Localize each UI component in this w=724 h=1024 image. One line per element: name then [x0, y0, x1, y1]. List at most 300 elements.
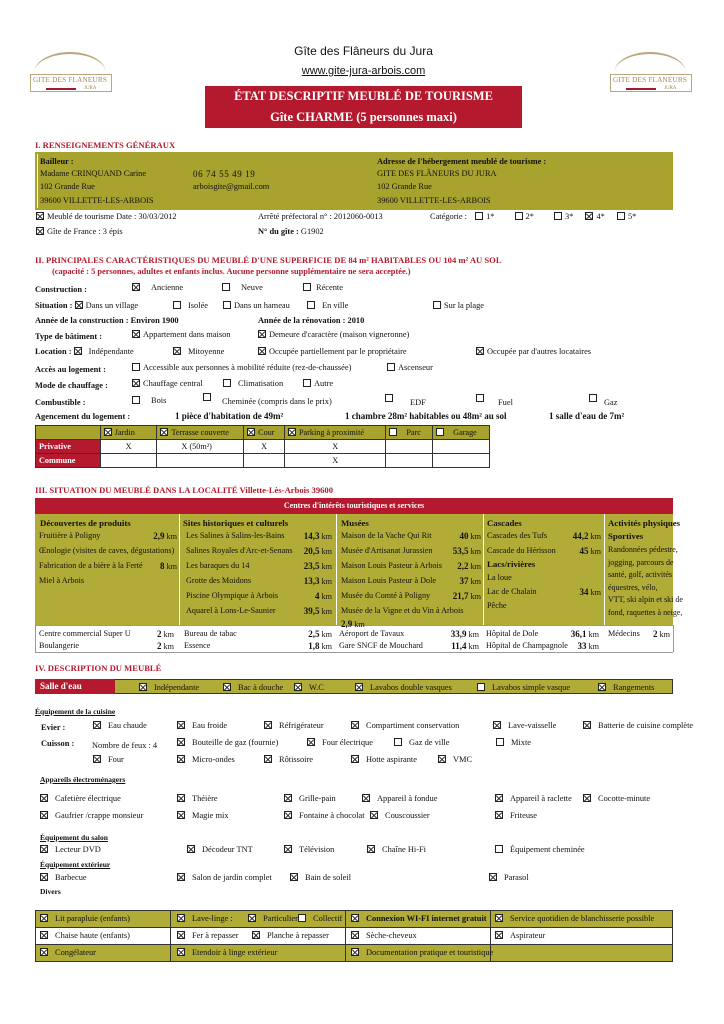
elec-a3-checkbox[interactable] [284, 794, 292, 802]
divers-blanchisserie-checkbox[interactable] [495, 914, 503, 922]
type-demeure-checkbox[interactable] [258, 330, 266, 338]
meuble-checkbox[interactable] [36, 212, 44, 220]
cuisine-b2-checkbox[interactable] [307, 738, 315, 746]
divers-documentation-checkbox[interactable] [351, 948, 359, 956]
chauffage-autre-label: Autre [314, 379, 334, 388]
cuisine-c3-option [264, 755, 313, 764]
cuisine-c5-label: VMC [453, 755, 473, 764]
agencement-2: 1 chambre 28m² habitables ou 48m² au sol [345, 411, 507, 421]
salon-5-option [495, 845, 585, 854]
item-name: Les Salines à Salins-les-Bains [186, 531, 285, 540]
combustible-label: Combustible : [35, 398, 86, 407]
cuisine-a4-checkbox[interactable] [351, 721, 359, 729]
salle-3-option [294, 683, 324, 692]
salle-3-checkbox[interactable] [294, 683, 302, 691]
list-item [186, 591, 332, 600]
service-item [39, 641, 174, 650]
no-gite [258, 227, 324, 236]
site-url[interactable]: www.gite-jura-arbois.com [301, 65, 426, 77]
cuisine-a2-checkbox[interactable] [177, 721, 185, 729]
service-name: Essence [184, 641, 211, 650]
service-distance: 2 km [156, 641, 174, 651]
item-distance: 39,5 km [303, 606, 332, 616]
col-cascades-title: Cascades [487, 518, 522, 528]
salle-6-checkbox[interactable] [598, 683, 606, 691]
cat-2-label: 2* [525, 212, 534, 221]
owner-email: arboisgite@gmail.com [193, 182, 270, 191]
elec-b1-checkbox[interactable] [40, 811, 48, 819]
cuisine-a5-label: Lave-vaisselle [508, 721, 557, 730]
salle-1-checkbox[interactable] [139, 683, 147, 691]
item-distance: 53,5 km [452, 546, 481, 556]
col-musees-title: Musées [341, 518, 369, 528]
activity-line: Randonnées pédestre, [608, 545, 678, 554]
combustible-gaz-checkbox[interactable] [589, 394, 597, 402]
salle-3-label: W.C [309, 683, 324, 692]
cuisine-b4-label: Mixte [511, 738, 532, 747]
combustible-edf-checkbox[interactable] [385, 394, 393, 402]
owner-name: Madame CRINQUAND Carine [40, 169, 147, 178]
situation-ville-label: En ville [322, 301, 349, 310]
list-item [487, 573, 601, 582]
divers-wifi-option [351, 914, 487, 923]
acces-ascenseur-label: Ascenseur [398, 363, 433, 372]
situation-ville-checkbox[interactable] [307, 301, 315, 309]
cuisine-title: Équipement de la cuisine [35, 707, 116, 716]
combustible-fuel-label: Fuel [498, 398, 513, 407]
divers-seche-option [351, 931, 417, 940]
salle-eau-label: Salle d'eau [35, 679, 115, 694]
service-name: Hôpital de Dole [486, 629, 539, 638]
item-distance: 13,3 km [303, 576, 332, 586]
activity-line: fond, raquettes à neige, [608, 607, 683, 617]
combustible-gaz-label: Gaz [604, 398, 618, 407]
item-name: Musée d'Artisanat Jurassien [341, 546, 433, 555]
cuisine-a6-label: Batterie de cuisine complète [598, 721, 694, 730]
item-distance: 8 km [159, 561, 177, 571]
service-item [608, 629, 670, 638]
type-demeure-label: Demeure d'caractère (maison vigneronne) [269, 330, 410, 339]
divers-etendoir-label: Etendoir à linge extérieur [192, 948, 278, 957]
table-cell [386, 440, 433, 454]
divers-documentation-label: Documentation pratique et touristique [366, 948, 494, 957]
service-name: Médecins [608, 629, 640, 638]
ext-4-checkbox[interactable] [489, 873, 497, 881]
cuisine-a5-option [493, 721, 556, 730]
service-item [184, 641, 332, 650]
garage-checkbox[interactable] [436, 428, 444, 436]
item-name: Maison Louis Pasteur à Dole [341, 576, 437, 585]
location-autres-checkbox[interactable] [476, 347, 484, 355]
elec-b2-option [177, 811, 229, 820]
service-distance: 33 km [577, 641, 599, 651]
salon-4-option [367, 845, 426, 854]
elec-b2-checkbox[interactable] [177, 811, 185, 819]
salle-2-label: Bac à douche [238, 683, 284, 692]
cuisine-a1-checkbox[interactable] [93, 721, 101, 729]
row-commune-label: Commune [36, 454, 101, 468]
agencement-label: Agencement du logement : [35, 412, 131, 421]
list-item [186, 546, 332, 555]
type-label: Type de bâtiment : [35, 332, 103, 341]
lodging-street: 102 Grande Rue [377, 182, 432, 191]
list-item [39, 546, 177, 555]
item-distance: 45 km [579, 546, 601, 556]
combustible-cheminee-checkbox[interactable] [203, 393, 211, 401]
col-activites-sub: Sportives [608, 531, 644, 541]
situation-plage-label: Sur la plage [444, 301, 485, 310]
divers-particulier-option [248, 914, 298, 923]
location-autres-label: Occupée par d'autres locataires [487, 347, 592, 356]
divers-planche-checkbox[interactable] [252, 931, 260, 939]
categorie-row [430, 212, 636, 221]
item-name: La loue [487, 573, 512, 582]
location-mitoyenne-label: Mitoyenne [188, 347, 225, 356]
cuisine-b1-label: Bouteille de gaz (fournie) [192, 738, 279, 747]
elec-b3-checkbox[interactable] [284, 811, 292, 819]
meuble-line [36, 212, 177, 221]
item-name: Cascades des Tufs [487, 531, 548, 540]
salon-1-checkbox[interactable] [40, 845, 48, 853]
situation-isolee-label: Isolée [188, 301, 208, 310]
chauffage-autre-checkbox[interactable] [303, 379, 311, 387]
cuisine-c4-checkbox[interactable] [351, 755, 359, 763]
cuisine-c3-checkbox[interactable] [264, 755, 272, 763]
list-item [341, 606, 463, 629]
divers-etendoir-checkbox[interactable] [177, 948, 185, 956]
cuisine-a3-checkbox[interactable] [264, 721, 272, 729]
item-name: Fruitière à Poligny [39, 531, 101, 540]
divers-blanchisserie-label: Service quotidien de blanchisserie possible [510, 914, 655, 923]
divers-wifi-label: Connexion WI-FI internet gratuit [366, 914, 487, 923]
parking-checkbox[interactable] [288, 428, 296, 436]
elec-a5-checkbox[interactable] [495, 794, 503, 802]
ext-3-checkbox[interactable] [290, 873, 298, 881]
divers-particulier-checkbox[interactable] [248, 914, 256, 922]
terrasse-checkbox[interactable] [160, 428, 168, 436]
list-item [487, 531, 601, 540]
table-cell [157, 454, 244, 468]
logo-text: GITE DES FLANEURS [32, 76, 108, 84]
item-name: Lac de Chalain [487, 587, 537, 596]
cour-checkbox[interactable] [247, 428, 255, 436]
logo-sub: JURA [664, 86, 677, 91]
divers-congelateur-label: Congélateur [55, 948, 96, 957]
situation-isolee-checkbox[interactable] [173, 301, 181, 309]
divers-aspirateur-checkbox[interactable] [495, 931, 503, 939]
cuisine-c2-checkbox[interactable] [177, 755, 185, 763]
location-partiel-label: Occupée partiellement par le propriétaire [269, 347, 407, 356]
situation-plage-checkbox[interactable] [433, 301, 441, 309]
table-cell [386, 454, 433, 468]
service-item [486, 629, 599, 638]
cat-3-label: 3* [565, 212, 574, 221]
salle-1-option [139, 683, 199, 692]
list-item [39, 531, 177, 540]
agencement-3: 1 salle d'eau de 7m² [549, 411, 625, 421]
elec-a1-option [40, 794, 121, 803]
service-item [486, 641, 599, 650]
salon-3-label: Télévision [299, 845, 335, 854]
divers-planche-label: Planche à repasser [267, 931, 329, 940]
cuisine-b1-checkbox[interactable] [177, 738, 185, 746]
header-parc: Parc [406, 428, 421, 437]
elec-b4-label: Couscoussier [385, 811, 430, 820]
salon-title: Équipement du salon [40, 833, 108, 842]
owner-phone: 06 74 55 49 19 [193, 169, 256, 179]
cuisine-a2-label: Eau froide [192, 721, 228, 730]
divers-title: Divers [40, 887, 61, 896]
elec-b5-checkbox[interactable] [495, 811, 503, 819]
service-name: Hôpital de Champagnole [486, 641, 568, 650]
row-privative-label: Privative [36, 440, 101, 454]
item-distance: 23,5 km [303, 561, 332, 571]
cuisine-b3-label: Gaz de ville [409, 738, 450, 747]
ext-2-checkbox[interactable] [177, 873, 185, 881]
combustible-cheminee-label: Cheminée (compris dans le prix) [222, 397, 332, 406]
parc-checkbox[interactable] [389, 428, 397, 436]
item-distance: 2,9 km [341, 619, 365, 629]
ext-title: Équipement extérieur [40, 860, 111, 869]
header-jardin: Jardin [114, 428, 135, 437]
service-distance: 33,9 km [450, 629, 479, 639]
salle-4-option [355, 683, 452, 692]
cuisine-a3-option [264, 721, 324, 730]
divers-chaise-option [40, 931, 130, 940]
table-cell: X [284, 440, 385, 454]
list-item [341, 546, 481, 555]
item-name: Œnologie (visites de caves, dégustations) [39, 546, 175, 555]
salle-2-checkbox[interactable] [223, 683, 231, 691]
salon-3-checkbox[interactable] [284, 845, 292, 853]
divers-congelateur-option [40, 948, 96, 957]
divers-documentation-option [351, 948, 493, 957]
cuisine-a6-option [583, 721, 693, 730]
elec-a6-checkbox[interactable] [583, 794, 591, 802]
ext-1-label: Barbecue [55, 873, 87, 882]
divers-seche-label: Sèche-cheveux [366, 931, 417, 940]
combustible-bois-checkbox[interactable] [132, 396, 140, 404]
divers-lit-option [40, 914, 130, 923]
divers-seche-checkbox[interactable] [351, 931, 359, 939]
gite-label: Gîte de France : 3 épis [47, 227, 123, 236]
list-item [487, 587, 601, 596]
elec-a4-label: Appareil à fondue [377, 794, 438, 803]
cuisine-b2-label: Four électrique [322, 738, 373, 747]
location-independante-label: Indépendante [88, 347, 134, 356]
list-item [341, 591, 481, 600]
gite-checkbox[interactable] [36, 227, 44, 235]
item-distance: 37 km [459, 576, 481, 586]
divers-lit-checkbox[interactable] [40, 914, 48, 922]
cat-3-checkbox[interactable] [554, 212, 562, 220]
construction-ancienne-checkbox[interactable] [132, 283, 140, 291]
elec-b1-option [40, 811, 143, 820]
cat-4-checkbox[interactable] [585, 212, 593, 220]
service-distance: 11,4 km [451, 641, 479, 651]
list-item [341, 576, 481, 585]
cuisine-a6-checkbox[interactable] [583, 721, 591, 729]
cuisine-b3-checkbox[interactable] [394, 738, 402, 746]
divers-chaise-label: Chaise haute (enfants) [55, 931, 130, 940]
acces-ascenseur-checkbox[interactable] [387, 363, 395, 371]
cuisine-b4-option [496, 738, 531, 747]
salon-2-label: Décodeur TNT [202, 845, 253, 854]
cuisine-c4-option [351, 755, 417, 764]
salon-4-label: Chaîne Hi-Fi [382, 845, 426, 854]
divers-lit-label: Lit parapluie (enfants) [55, 914, 130, 923]
divers-lavelinge-checkbox[interactable] [177, 914, 185, 922]
divers-lavelinge-label: Lave-linge : [192, 914, 233, 923]
salle-4-checkbox[interactable] [355, 683, 363, 691]
construction-recente-checkbox[interactable] [303, 283, 311, 291]
activity-line: VTT, ski alpin et ski de [608, 595, 683, 604]
owner-street: 102 Grande Rue [40, 182, 95, 191]
salle-5-checkbox[interactable] [477, 683, 485, 691]
categorie-label: Catégorie : [430, 212, 467, 221]
section-2-title: II. PRINCIPALES CARACTÉRISTIQUES DU MEUBLÉ D'UNE SUPERFICIE DE 84 m² HABITABLES OU 104 m² AU SOL [35, 255, 502, 265]
agencement-1: 1 pièce d'habitation de 49m² [175, 411, 284, 421]
service-name: Boulangerie [39, 641, 80, 650]
cuisine-c3-label: Rôtissoire [279, 755, 313, 764]
elec-b4-option [370, 811, 430, 820]
lodging-city: 39600 VILLETTE-LES-ARBOIS [377, 196, 491, 205]
divers-etendoir-option [177, 948, 277, 957]
service-name: Aéroport de Tavaux [339, 629, 405, 638]
cuisine-c4-label: Hotte aspirante [366, 755, 417, 764]
elec-b3-label: Fontaine à chocolat [299, 811, 365, 820]
elec-b4-checkbox[interactable] [370, 811, 378, 819]
ext-1-option [40, 873, 87, 882]
cuisine-c1-checkbox[interactable] [93, 755, 101, 763]
page-subtitle: Gîte CHARME (5 personnes maxi) [205, 106, 522, 128]
item-distance: 34 km [579, 587, 601, 597]
item-distance: 4 km [314, 591, 332, 601]
salon-5-checkbox[interactable] [495, 845, 503, 853]
ext-2-label: Salon de jardin complet [192, 873, 272, 882]
outdoor-table [35, 425, 490, 468]
divers-collectif-checkbox[interactable] [298, 914, 306, 922]
ext-4-label: Parasol [504, 873, 529, 882]
ext-2-option [177, 873, 272, 882]
service-item [339, 641, 479, 650]
divers-wifi-checkbox[interactable] [351, 914, 359, 922]
cuisine-a3-label: Réfrigérateur [279, 721, 324, 730]
acces-pmr-checkbox[interactable] [132, 363, 140, 371]
cat-1-label: 1* [486, 212, 495, 221]
capacity-note: (capacité : 5 personnes, adultes et enfants inclus. Aucune personne supplémentaire ne sera acceptée.) [52, 267, 411, 276]
section-4-title: IV. DESCRIPTION DU MEUBLÉ [35, 663, 162, 673]
situation-village-checkbox[interactable] [75, 301, 83, 309]
item-name: Maison de la Vache Qui Rit [341, 531, 432, 540]
service-name: Bureau de tabac [184, 629, 237, 638]
divers-congelateur-checkbox[interactable] [40, 948, 48, 956]
col-lacs-title: Lacs/rivières [487, 559, 536, 569]
cuisine-c5-option [438, 755, 472, 764]
divers-fer-label: Fer à repasser [192, 931, 239, 940]
ext-4-option [489, 873, 529, 882]
combustible-fuel-checkbox[interactable] [476, 394, 484, 402]
annee-construction: Année de la construction : Environ 1900 [35, 316, 179, 325]
location-partiel-checkbox[interactable] [258, 347, 266, 355]
service-item [39, 629, 174, 638]
table-cell: X (50m²) [157, 440, 244, 454]
situation-label: Situation : [35, 301, 73, 310]
item-distance: 20,5 km [303, 546, 332, 556]
divers-planche-option [252, 931, 329, 940]
cat-5-label: 5* [627, 212, 637, 221]
table-cell [433, 440, 490, 454]
elec-a2-checkbox[interactable] [177, 794, 185, 802]
cuisine-c1-label: Four [108, 755, 124, 764]
divers-fer-checkbox[interactable] [177, 931, 185, 939]
ext-3-label: Bain de soleil [305, 873, 352, 882]
service-distance: 2,5 km [308, 629, 332, 639]
elec-a1-checkbox[interactable] [40, 794, 48, 802]
item-distance: 40 km [459, 531, 481, 541]
section-1-title: I. RENSEIGNEMENTS GÉNÉRAUX [35, 140, 176, 150]
salon-1-option [40, 845, 101, 854]
ext-1-checkbox[interactable] [40, 873, 48, 881]
cat-4-label: 4* [596, 212, 605, 221]
salon-2-checkbox[interactable] [187, 845, 195, 853]
item-name: Pêche [487, 601, 507, 610]
activity-line: équestres, vélo, [608, 582, 658, 592]
cuisine-b4-checkbox[interactable] [496, 738, 504, 746]
cat-5-checkbox[interactable] [617, 212, 625, 220]
divers-chaise-checkbox[interactable] [40, 931, 48, 939]
cat-2-checkbox[interactable] [515, 212, 523, 220]
site-name: Gîte des Flâneurs du Jura [294, 44, 433, 58]
situation-hameau-checkbox[interactable] [223, 301, 231, 309]
salle-6-label: Rangements [613, 683, 655, 692]
cat-1-checkbox[interactable] [475, 212, 483, 220]
cuisine-a5-checkbox[interactable] [493, 721, 501, 729]
combustible-edf-label: EDF [410, 398, 426, 407]
list-item [487, 546, 601, 555]
construction-ancienne-label: Ancienne [151, 283, 184, 292]
location-mitoyenne-checkbox[interactable] [173, 347, 181, 355]
climatisation-checkbox[interactable] [223, 379, 231, 387]
meuble-label: Meublé de tourisme Date : 30/03/2012 [47, 212, 177, 221]
salon-4-checkbox[interactable] [367, 845, 375, 853]
activity-line: jogging, parcours de [608, 557, 674, 567]
list-item [341, 531, 481, 540]
owner-city: 39600 VILLETTE-LES-ARBOIS [40, 196, 154, 205]
chauffage-central-checkbox[interactable] [132, 379, 140, 387]
salle-eau-bar [35, 679, 673, 694]
header-parking: Parking à proximité [298, 428, 364, 437]
item-distance: 14,3 km [303, 531, 332, 541]
cuisine-c5-checkbox[interactable] [438, 755, 446, 763]
elec-b1-label: Gaufrier /crappe monsieur [55, 811, 144, 820]
type-appartement-checkbox[interactable] [132, 330, 140, 338]
elec-title: Appareils électroménagers [40, 775, 126, 784]
cuisine-a1-option [93, 721, 147, 730]
construction-neuve-checkbox[interactable] [222, 283, 230, 291]
location-independante-checkbox[interactable] [74, 347, 82, 355]
divers-fer-option [177, 931, 239, 940]
list-item [186, 576, 332, 585]
construction-label: Construction : [35, 285, 87, 294]
elec-a4-checkbox[interactable] [362, 794, 370, 802]
jardin-checkbox[interactable] [104, 428, 112, 436]
elec-b3-option [284, 811, 365, 820]
item-name: Salines Royales d'Arc-et-Senans [186, 546, 293, 555]
combustible-bois-label: Bois [151, 396, 167, 405]
table-cell: X [284, 454, 385, 468]
elec-a2-option [177, 794, 218, 803]
